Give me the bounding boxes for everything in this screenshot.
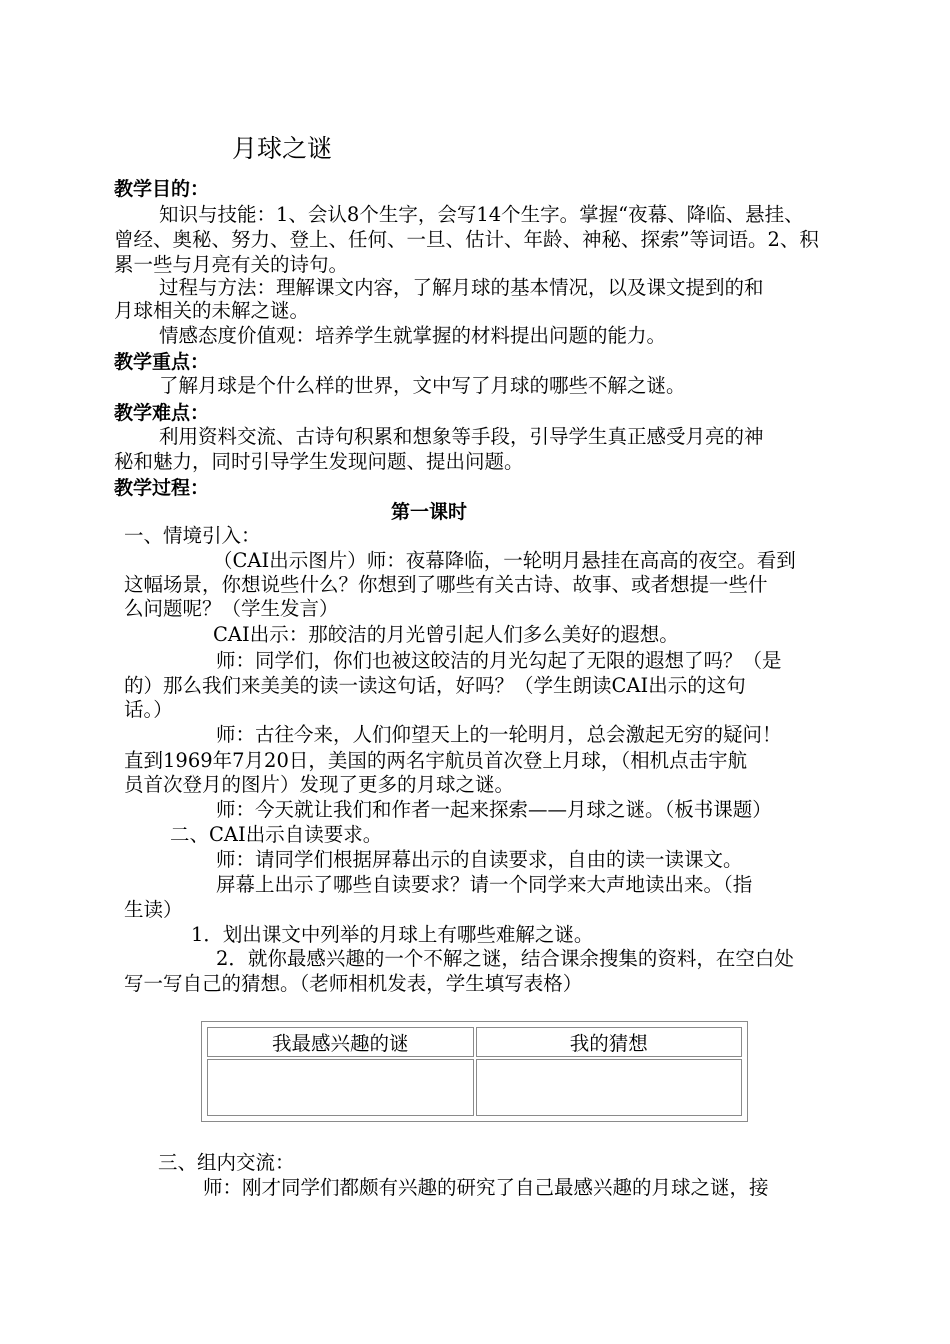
guess-table [205,1025,744,1118]
table-cell-empty [476,1059,743,1116]
list-item: 2．就你最感兴趣的一个不解之谜，结合课余搜集的资料，在空白处 [216,947,794,970]
step-heading: 二、CAI出示自读要求。 [170,823,383,846]
table-cell-empty [207,1059,474,1116]
paragraph-line: 屏幕上出示了哪些自读要求？请一个同学来大声地读出来。（指 [216,873,753,896]
paragraph-line: （CAI出示图片）师：夜幕降临，一轮明月悬挂在高高的夜空。看到 [213,549,796,572]
step-heading: 一、情境引入： [124,524,261,547]
paragraph-line: 这幅场景，你想说些什么？你想到了哪些有关古诗、故事、或者想提一些什 [124,573,768,596]
paragraph-line: 师：古往今来，人们仰望天上的一轮明月，总会激起无穷的疑问！ [216,723,782,746]
paragraph-line: 利用资料交流、古诗句积累和想象等手段，引导学生真正感受月亮的神 [159,425,764,448]
paragraph-line: 曾经、奥秘、努力、登上、任何、一旦、估计、年龄、神秘、探索”等词语。2、积 [114,228,819,251]
paragraph-line: 的）那么我们来美美的读一读这句话，好吗？（学生朗读CAI出示的这句 [124,674,746,697]
table-header-guess: 我的猜想 [476,1027,743,1057]
paragraph-line: 师：今天就让我们和作者一起来探索——月球之谜。（板书课题） [216,798,772,821]
section-heading-key-points: 教学重点： [114,351,210,373]
paragraph-line: 直到1969年7月20日，美国的两名宇航员首次登上月球，（相机点击宇航 [124,749,748,772]
lesson-heading: 第一课时 [391,501,468,523]
paragraph-line: 情感态度价值观：培养学生就掌握的材料提出问题的能力。 [159,324,667,347]
paragraph-line: 了解月球是个什么样的世界，文中写了月球的哪些不解之谜。 [159,374,686,397]
section-heading-process: 教学过程： [114,477,210,499]
paragraph-line: 写一写自己的猜想。（老师相机发表，学生填写表格） [124,972,583,995]
paragraph-line: 累一些与月亮有关的诗句。 [114,253,349,276]
paragraph-line: 生读） [124,898,183,921]
list-item: 1．划出课文中列举的月球上有哪些难解之谜。 [191,923,594,946]
paragraph-line: 员首次登月的图片）发现了更多的月球之谜。 [124,773,515,796]
paragraph-line: 过程与方法：理解课文内容，了解月球的基本情况，以及课文提到的和 [159,276,764,299]
table-header-interest: 我最感兴趣的谜 [207,1027,474,1057]
paragraph-line: 知识与技能：1、会认8个生字，会写14个生字。掌握“夜幕、降临、悬挂、 [159,203,804,226]
paragraph-line: 师：刚才同学们都颇有兴趣的研究了自己最感兴趣的月球之谜，接 [203,1176,769,1199]
step-heading: 三、组内交流： [158,1151,295,1174]
paragraph-line: 师：同学们，你们也被这皎洁的月光勾起了无限的遐想了吗？（是 [216,649,782,672]
section-heading-difficulties: 教学难点： [114,402,210,424]
paragraph-line: 师：请同学们根据屏幕出示的自读要求，自由的读一读课文。 [216,848,743,871]
paragraph-line: 话。） [124,698,173,721]
guess-table-frame [201,1021,748,1122]
paragraph-line: 么问题呢？（学生发言） [124,597,339,620]
section-heading-objectives: 教学目的： [114,178,210,200]
paragraph-line: CAI出示：那皎洁的月光曾引起人们多么美好的遐想。 [213,623,679,646]
paragraph-line: 秘和魅力，同时引导学生发现问题、提出问题。 [114,450,524,473]
document-title: 月球之谜 [232,134,333,163]
paragraph-line: 月球相关的未解之谜。 [114,299,310,322]
